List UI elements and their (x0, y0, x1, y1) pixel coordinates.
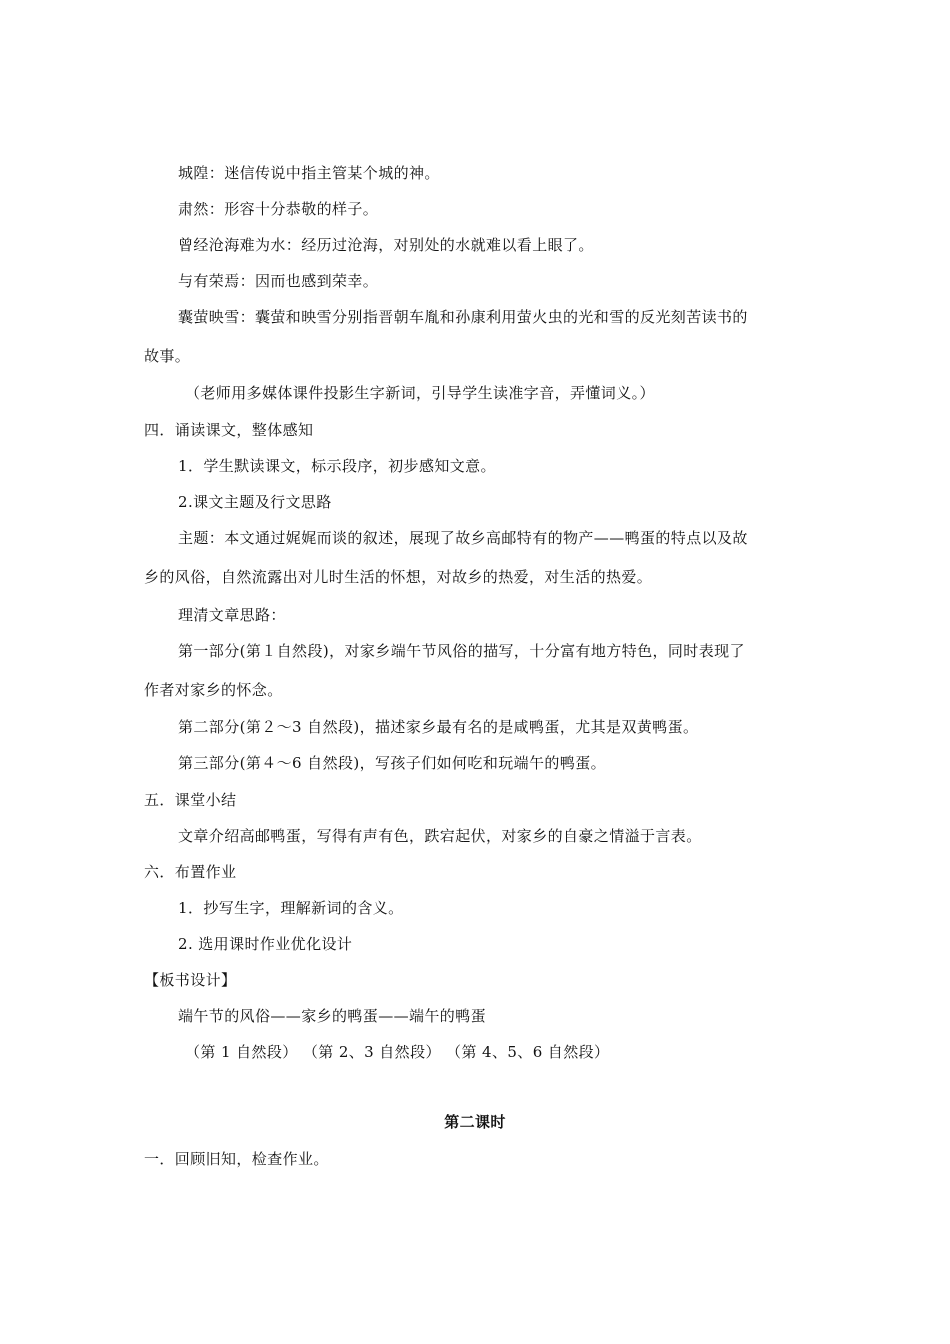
lesson2-item1: 一．回顾旧知，检查作业。 (144, 1150, 329, 1168)
definition-cangHai: 曾经沧海难为水：经历过沧海，对别处的水就难以看上眼了。 (178, 236, 594, 254)
section5-text: 文章介绍高邮鸭蛋，写得有声有色，跌宕起伏，对家乡的自豪之情溢于言表。 (178, 827, 702, 845)
definition-nangying-line2: 故事。 (144, 347, 191, 365)
definition-nangying-line1: 囊萤映雪：囊萤和映雪分别指晋朝车胤和孙康利用萤火虫的光和雪的反光刻苦读书的 (178, 308, 748, 326)
part2: 第二部分(第２～3 自然段)，描述家乡最有名的是咸鸭蛋，尤其是双黄鸭蛋。 (178, 718, 699, 736)
section6-heading: 六．布置作业 (144, 863, 237, 881)
board-line2: （第 1 自然段） （第 2、3 自然段） （第 4、5、6 自然段） (185, 1043, 610, 1061)
part3: 第三部分(第４～6 自然段)，写孩子们如何吃和玩端午的鸭蛋。 (178, 754, 607, 772)
theme-line2: 乡的风俗，自然流露出对儿时生活的怀想，对故乡的热爱，对生活的热爱。 (144, 568, 653, 586)
teacher-note: （老师用多媒体课件投影生字新词，引导学生读准字音，弄懂词义。） (185, 384, 655, 402)
section5-heading: 五．课堂小结 (144, 791, 237, 809)
board-line1: 端午节的风俗——家乡的鸭蛋——端午的鸭蛋 (178, 1007, 487, 1025)
section4-item2: 2.课文主题及行文思路 (178, 493, 332, 511)
section4-item1: 1．学生默读课文，标示段序，初步感知文意。 (178, 457, 496, 475)
part1-line2: 作者对家乡的怀念。 (144, 681, 283, 699)
structure-heading: 理清文章思路： (178, 606, 286, 624)
board-heading: 【板书设计】 (144, 971, 237, 989)
section4-heading: 四．诵读课文，整体感知 (144, 421, 314, 439)
definition-chenghuang: 城隍：迷信传说中指主管某个城的神。 (178, 164, 440, 182)
section6-item1: 1．抄写生字，理解新词的含义。 (178, 899, 404, 917)
theme-line1: 主题：本文通过娓娓而谈的叙述，展现了故乡高邮特有的物产——鸭蛋的特点以及故 (178, 529, 748, 547)
definition-suran: 肃然：形容十分恭敬的样子。 (178, 200, 379, 218)
lesson2-title: 第二课时 (444, 1113, 506, 1131)
definition-yuyourongyan: 与有荣焉：因而也感到荣幸。 (178, 272, 379, 290)
part1-line1: 第一部分(第１自然段)，对家乡端午节风俗的描写，十分富有地方特色，同时表现了 (178, 642, 745, 660)
section6-item2: 2. 选用课时作业优化设计 (178, 935, 353, 953)
